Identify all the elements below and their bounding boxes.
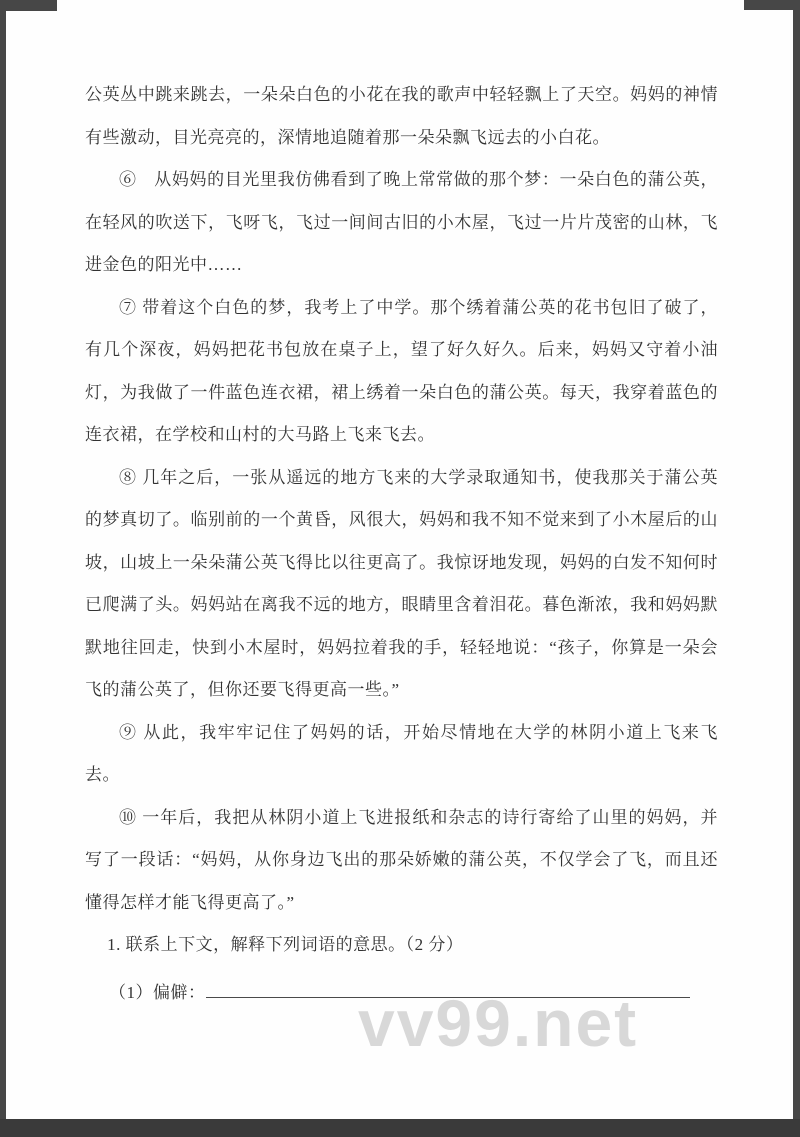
- body-paragraph-9: ⑨ 从此，我牢牢记住了妈妈的话，开始尽情地在大学的林阴小道上飞来飞去。: [85, 722, 718, 784]
- body-paragraph: 公英丛中跳来跳去，一朵朵白色的小花在我的歌声中轻轻飘上了天空。妈妈的神情有些激动，目光亮亮的，深情地追随着那一朵朵飘飞远去的小白花。: [85, 85, 718, 147]
- body-paragraph-10: ⑩ 一年后，我把从林阴小道上飞进报纸和杂志的诗行寄给了山里的妈妈，并写了一段话：“妈妈，从你身边飞出的那朵娇嫩的蒲公英，不仅学会了飞，而且还懂得怎样才能飞得更高了。”: [85, 807, 718, 912]
- sub-question-label: （1）偏僻：: [109, 982, 206, 1002]
- body-paragraph-6: ⑥ 从妈妈的目光里我仿佛看到了晚上常常做的那个梦：一朵白色的蒲公英，在轻风的吹送下，飞呀飞，飞过一间间古旧的小木屋，飞过一片片茂密的山林，飞进金色的阳光中……: [85, 170, 718, 274]
- body-paragraph-7: ⑦ 带着这个白色的梦，我考上了中学。那个绣着蒲公英的花书包旧了破了，有几个深夜，妈妈把花书包放在桌子上，望了好久好久。后来，妈妈又守着小油灯，为我做了一件蓝色连衣裙，裙上绣着一朵白色的蒲公英。每天，我穿着蓝色的连衣裙，在学校和山村的大马路上飞来飞去。: [85, 297, 718, 444]
- question-1: 1. 联系上下文，解释下列词语的意思。（2 分）: [107, 935, 464, 954]
- scan-edge-bottom: [0, 1119, 800, 1137]
- scan-edge-right: [793, 0, 800, 1131]
- scan-edge-top-left: [0, 0, 57, 11]
- watermark: vv99.net: [358, 986, 639, 1060]
- sub-question-1: [109, 967, 718, 1015]
- scan-edge-left: [0, 6, 6, 1131]
- answer-blank-line: [206, 967, 691, 998]
- scan-edge-top-right: [744, 0, 800, 10]
- body-paragraph-8: ⑧ 几年之后，一张从遥远的地方飞来的大学录取通知书，使我那关于蒲公英的梦真切了。临别前的一个黄昏，风很大，妈妈和我不知不觉来到了小木屋后的山坡，山坡上一朵朵蒲公英飞得比以往更高了。我惊讶地发现，妈妈的白发不知何时已爬满了头。妈妈站在离我不远的地方，眼睛里含着泪花。暮色渐浓，我和妈妈默默地往回走，快到小木屋时，妈妈拉着我的手，轻轻地说：“孩子，你算是一朵会飞的蒲公英了，但你还要飞得更高一些。”: [85, 467, 718, 699]
